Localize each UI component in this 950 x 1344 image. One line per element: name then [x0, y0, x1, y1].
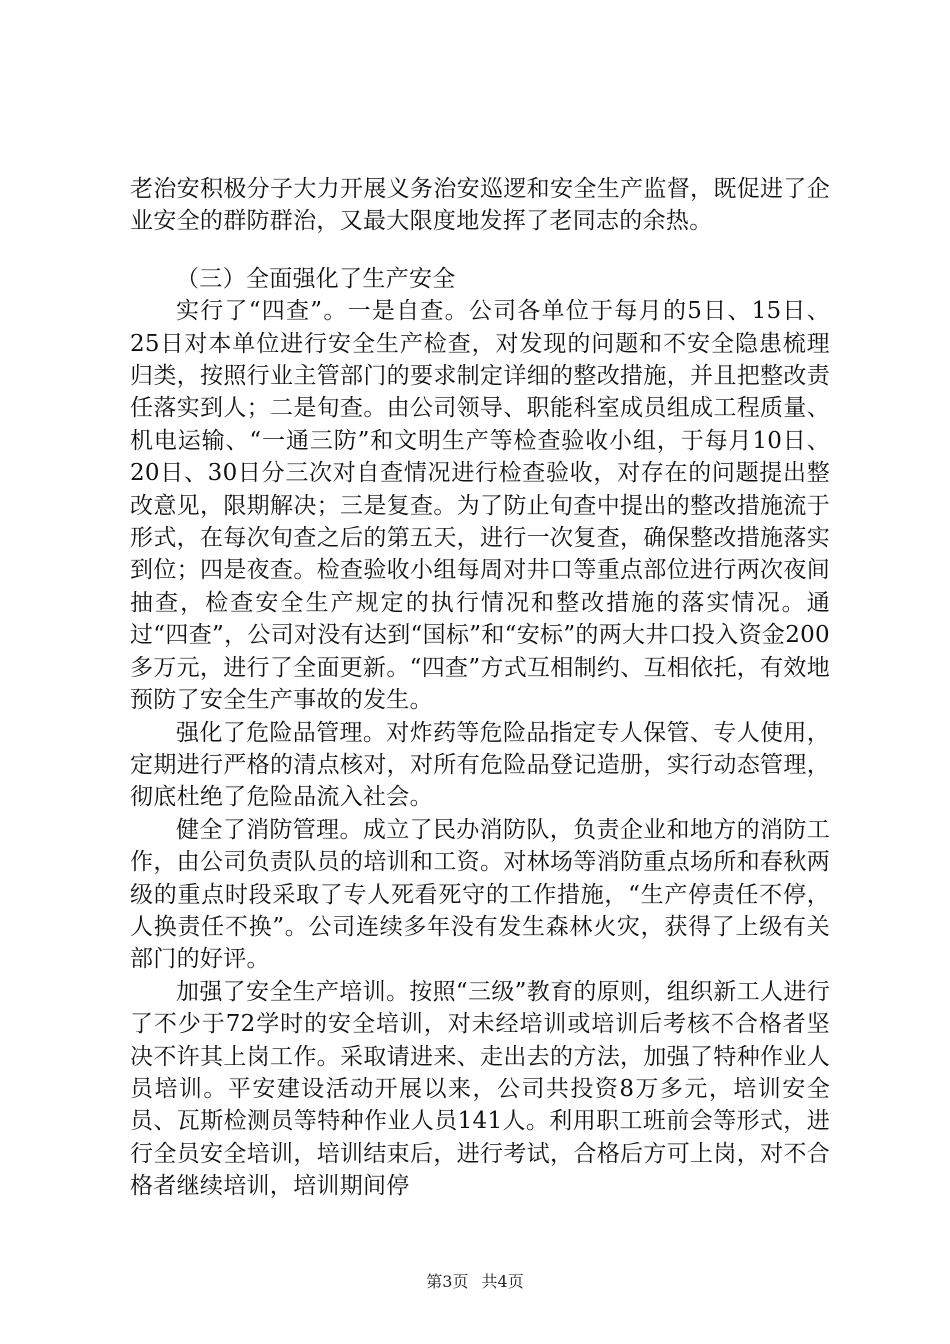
- paragraph-continuation: 老治安积极分子大力开展义务治安巡逻和安全生产监督，既促进了企业安全的群防群治，又最大限度地发挥了老同志的余热。: [130, 176, 830, 235]
- paragraph-safety-training: 加强了安全生产培训。按照“三级”教育的原则，组织新工人进行了不少于72学时的安全培训，对未经培训或培训后考核不合格者坚决不许其上岗工作。采取请进来、走出去的方法，加强了特种作业人员培训。平安建设活动开展以来，公司共投资8万多元，培训安全员、瓦斯检测员等特种作业人员141人。利用职工班前会等形式，进行全员安全培训，培训结束后，进行考试，合格后方可上岗，对不合格者继续培训，培训期间停: [130, 978, 830, 1200]
- page-footer: [0, 1272, 950, 1292]
- paragraph-hazardous-materials: 强化了危险品管理。对炸药等危险品指定专人保管、专人使用，定期进行严格的清点核对，对所有危险品登记造册，实行动态管理，彻底杜绝了危险品流入社会。: [130, 719, 830, 811]
- page-number: 第3页: [426, 1272, 469, 1291]
- section-heading: （三）全面强化了生产安全: [176, 265, 456, 292]
- paragraph-four-inspections: 实行了“四查”。一是自查。公司各单位于每月的5日、15日、25日对本单位进行安全生产检查，对发现的问题和不安全隐患梳理归类，按照行业主管部门的要求制定详细的整改措施，并且把整改责任落实到人；二是旬查。由公司领导、职能科室成员组成工程质量、机电运输、“一通三防”和文明生产等检查验收小组，于每月10日、20日、30日分三次对自查情况进行检查验收，对存在的问题提出整改意见，限期解决；三是复查。为了防止旬查中提出的整改措施流于形式，在每次旬查之后的第五天，进行一次复查，确保整改措施落实到位；四是夜查。检查验收小组每周对井口等重点部位进行两次夜间抽查，检查安全生产规定的执行情况和整改措施的落实情况。通过“四查”，公司对没有达到“国标”和“安标”的两大井口投入资金200多万元，进行了全面更新。“四查”方式互相制约、互相依托，有效地预防了安全生产事故的发生。: [130, 298, 830, 714]
- document-body: [130, 173, 830, 1203]
- paragraph-fire-management: 健全了消防管理。成立了民办消防队，负责企业和地方的消防工作，由公司负责队员的培训和工资。对林场等消防重点场所和春秋两级的重点时段采取了专人死看死守的工作措施，“生产停责任不停，人换责任不换”。公司连续多年没有发生森林火灾，获得了上级有关部门的好评。: [130, 816, 830, 973]
- total-pages: 共4页: [481, 1272, 524, 1291]
